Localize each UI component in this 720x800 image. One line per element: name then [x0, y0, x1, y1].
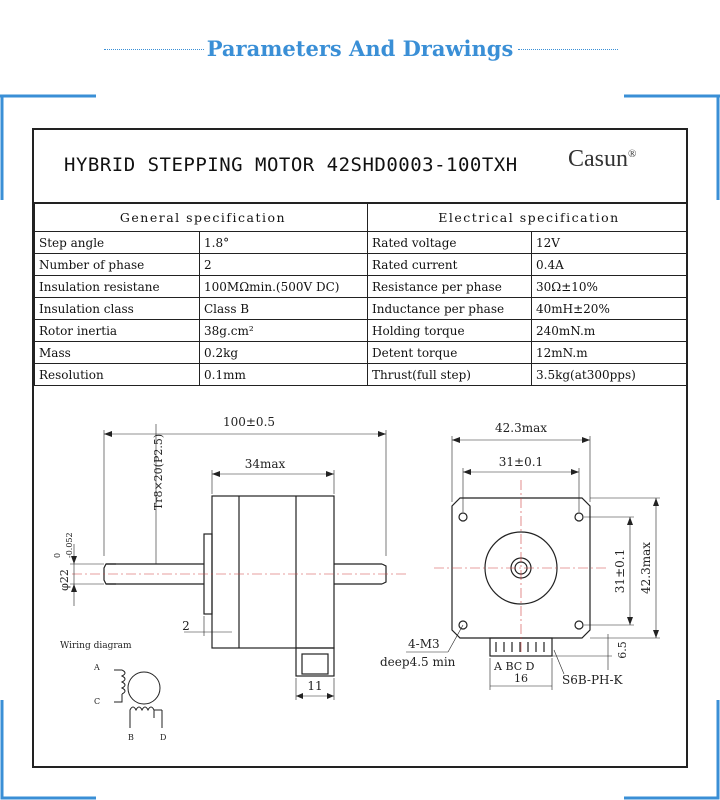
dim-body-length: 34max	[244, 457, 286, 471]
dim-hole-pitch-vertical: 31±0.1	[613, 548, 627, 594]
wire-c-label: C	[94, 697, 101, 706]
page-title: Parameters And Drawings	[206, 36, 514, 61]
table-row	[35, 232, 687, 254]
wiring-diagram	[114, 670, 162, 728]
side-view	[70, 424, 406, 700]
spec-label: Step angle	[35, 232, 200, 254]
spec-label: Rotor inertia	[35, 320, 200, 342]
dim-connector-width: 11	[307, 679, 323, 693]
spec-value: 1.8°	[200, 232, 368, 254]
table-row	[35, 276, 687, 298]
spec-value: 240mN.m	[532, 320, 687, 342]
spec-label: Mass	[35, 342, 200, 364]
wire-b-label: B	[128, 733, 134, 742]
registered-mark: ®	[628, 148, 637, 160]
spec-value: 100MΩmin.(500V DC)	[200, 276, 368, 298]
spec-label: Insulation resistane	[35, 276, 200, 298]
table-row	[35, 298, 687, 320]
spec-label: Resistance per phase	[368, 276, 532, 298]
table-row	[35, 342, 687, 364]
spec-sheet	[32, 128, 688, 768]
dim-shaft-tol-lower: -0.052	[65, 532, 74, 558]
spec-label: Insulation class	[35, 298, 200, 320]
spec-table	[34, 202, 687, 386]
pin-labels: A BC D	[494, 660, 535, 673]
spec-label: Rated voltage	[368, 232, 532, 254]
dim-shaft-dia: φ22	[58, 569, 71, 591]
table-row	[35, 320, 687, 342]
technical-drawing	[34, 384, 686, 766]
dim-flange: 2	[182, 619, 190, 633]
spec-label: Inductance per phase	[368, 298, 532, 320]
hole-callout: 4-M3	[408, 637, 440, 651]
table-row	[35, 364, 687, 386]
spec-value: 12mN.m	[532, 342, 687, 364]
spec-value: 0.1mm	[200, 364, 368, 386]
spec-label: Resolution	[35, 364, 200, 386]
dim-body-width: 42.3max	[494, 421, 548, 435]
dim-hole-pitch: 31±0.1	[498, 455, 544, 469]
sheet-title-bar	[34, 130, 686, 204]
connector-model: S6B-PH-K	[562, 673, 623, 687]
spec-label: Rated current	[368, 254, 532, 276]
spec-label: Number of phase	[35, 254, 200, 276]
depth-callout: deep4.5 min	[380, 655, 456, 669]
spec-value: 0.4A	[532, 254, 687, 276]
dim-shaft-dia-group	[53, 532, 74, 590]
electrical-spec-heading: Electrical specification	[368, 203, 687, 232]
dim-overall-length: 100±0.5	[222, 415, 276, 429]
table-row	[35, 254, 687, 276]
spec-value: 40mH±20%	[532, 298, 687, 320]
wire-d-label: D	[160, 733, 167, 742]
spec-value: 12V	[532, 232, 687, 254]
brand-logo	[568, 146, 636, 173]
general-spec-heading: General specification	[35, 203, 368, 232]
dim-connector-16: 16	[514, 672, 528, 685]
spec-value: 30Ω±10%	[532, 276, 687, 298]
brand-name: Casun	[568, 146, 628, 172]
wire-a-label: A	[94, 663, 100, 672]
wiring-diagram-label: Wiring diagram	[60, 641, 132, 651]
spec-label: Thrust(full step)	[368, 364, 532, 386]
dim-shaft-tol-upper: 0	[53, 552, 62, 558]
spec-value: 38g.cm²	[200, 320, 368, 342]
spec-value: 0.2kg	[200, 342, 368, 364]
dim-body-height: 42.3max	[639, 541, 653, 595]
model-title: HYBRID STEPPING MOTOR 42SHD0003-100TXH	[64, 154, 518, 176]
dim-connector-height: 6.5	[616, 641, 629, 659]
spec-label: Holding torque	[368, 320, 532, 342]
spec-value: Class B	[200, 298, 368, 320]
spec-label: Detent torque	[368, 342, 532, 364]
spec-table-header	[35, 203, 687, 232]
spec-value: 3.5kg(at300pps)	[532, 364, 687, 386]
dim-screw: Tr8×20(P2.5)	[152, 433, 165, 511]
spec-value: 2	[200, 254, 368, 276]
